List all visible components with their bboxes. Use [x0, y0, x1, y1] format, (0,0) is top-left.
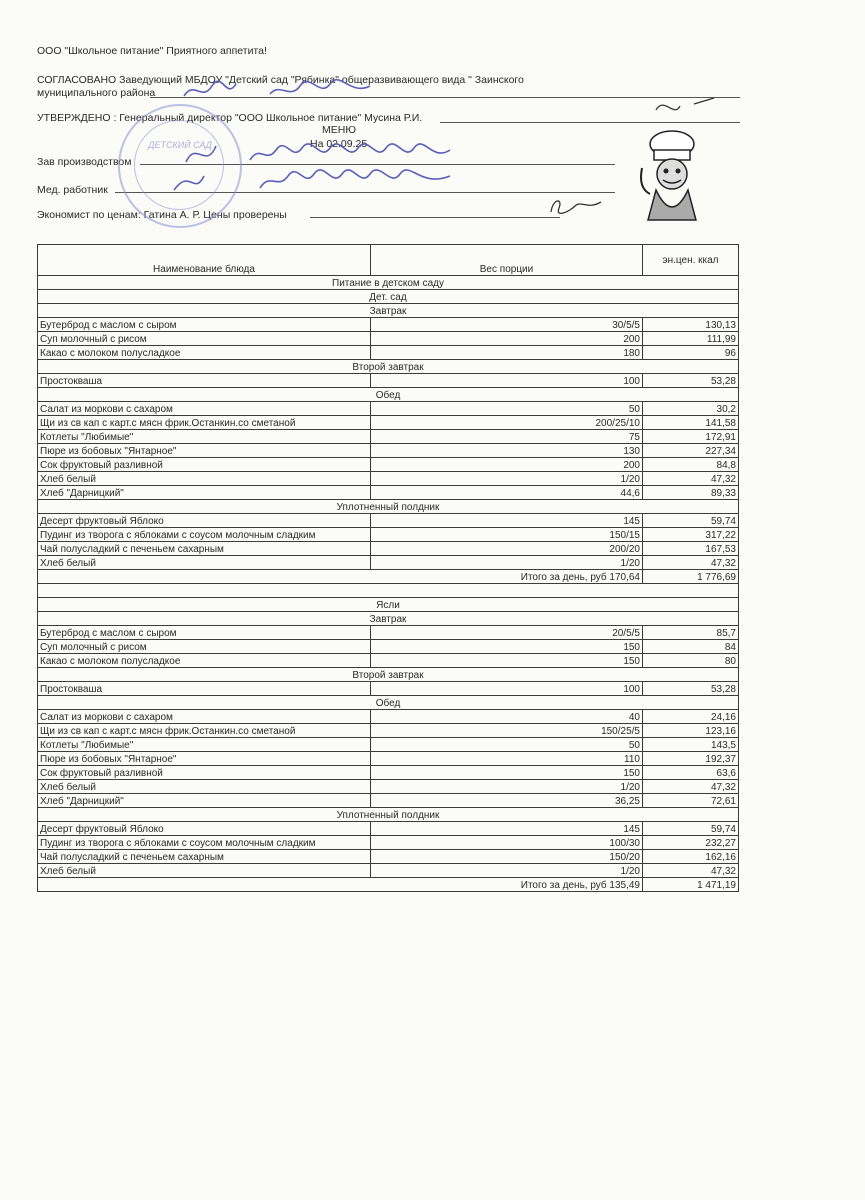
kcal-value: 59,74	[643, 514, 739, 528]
medical-signature	[170, 166, 470, 196]
kcal-value: 24,16	[643, 710, 739, 724]
kcal-value: 80	[643, 654, 739, 668]
economist-signature	[545, 196, 605, 218]
portion-weight: 40	[371, 710, 643, 724]
portion-weight: 200/20	[371, 542, 643, 556]
portion-weight: 75	[371, 430, 643, 444]
portion-weight: 100	[371, 374, 643, 388]
blank-row	[38, 584, 739, 598]
kcal-value: 96	[643, 346, 739, 360]
portion-weight: 44,6	[371, 486, 643, 500]
table-row	[38, 514, 739, 528]
section-row	[38, 276, 739, 290]
table-row	[38, 626, 739, 640]
table-row	[38, 640, 739, 654]
dish-name: Сок фруктовый разливной	[38, 458, 371, 472]
medical-worker-label: Мед. работник	[37, 184, 108, 196]
portion-weight: 150	[371, 766, 643, 780]
dish-name: Какао с молоком полусладкое	[38, 654, 371, 668]
agreed-line-2: муниципального района	[37, 87, 156, 99]
portion-weight: 1/20	[371, 780, 643, 794]
dish-name: Суп молочный с рисом	[38, 640, 371, 654]
kcal-value: 53,28	[643, 374, 739, 388]
dish-name: Простокваша	[38, 374, 371, 388]
dish-name: Десерт фруктовый Яблоко	[38, 822, 371, 836]
dish-name: Щи из св кап с карт.с мясн фрик.Останкин.со сметаной	[38, 416, 371, 430]
dish-name: Сок фруктовый разливной	[38, 766, 371, 780]
portion-weight: 100/30	[371, 836, 643, 850]
portion-weight: 145	[371, 514, 643, 528]
dish-name: Хлеб "Дарницкий"	[38, 486, 371, 500]
section-label: Второй завтрак	[38, 668, 739, 682]
kcal-value: 232,27	[643, 836, 739, 850]
kcal-value: 172,91	[643, 430, 739, 444]
agreed-signature	[180, 78, 380, 104]
dish-name: Щи из св кап с карт.с мясн фрик.Останкин.со сметаной	[38, 724, 371, 738]
section-label: Завтрак	[38, 304, 739, 318]
dish-name: Бутерброд с маслом с сыром	[38, 626, 371, 640]
dish-name: Хлеб белый	[38, 864, 371, 878]
section-label: Питание в детском саду	[38, 276, 739, 290]
portion-weight: 145	[371, 822, 643, 836]
table-row	[38, 850, 739, 864]
section-label: Завтрак	[38, 612, 739, 626]
dish-name: Хлеб белый	[38, 556, 371, 570]
section-row	[38, 668, 739, 682]
table-row	[38, 332, 739, 346]
kcal-value: 89,33	[643, 486, 739, 500]
table-row	[38, 752, 739, 766]
menu-title: МЕНЮ	[322, 124, 356, 136]
dish-name: Хлеб белый	[38, 780, 371, 794]
kcal-value: 192,37	[643, 752, 739, 766]
portion-weight: 1/20	[371, 556, 643, 570]
kcal-value: 47,32	[643, 864, 739, 878]
portion-weight: 200/25/10	[371, 416, 643, 430]
dish-name: Хлеб "Дарницкий"	[38, 794, 371, 808]
head-of-production-label: Зав производством	[37, 156, 132, 168]
table-row	[38, 682, 739, 696]
portion-weight: 100	[371, 682, 643, 696]
dish-name: Пудинг из творога с яблоками с соусом молочным сладким	[38, 528, 371, 542]
economist-signature-line	[310, 217, 560, 218]
total-label: Итого за день, руб 135,49	[38, 878, 643, 892]
table-row	[38, 836, 739, 850]
kcal-value: 317,22	[643, 528, 739, 542]
portion-weight: 200	[371, 332, 643, 346]
table-header-row	[38, 245, 739, 276]
table-row	[38, 822, 739, 836]
portion-weight: 130	[371, 444, 643, 458]
approved-line: УТВЕРЖДЕНО : Генеральный директор "ООО Школьное питание" Мусина Р.И.	[37, 112, 423, 124]
portion-weight: 110	[371, 752, 643, 766]
section-row	[38, 612, 739, 626]
dish-name: Чай полусладкий с печеньем сахарным	[38, 542, 371, 556]
kcal-value: 143,5	[643, 738, 739, 752]
kcal-value: 141,58	[643, 416, 739, 430]
dish-name: Чай полусладкий с печеньем сахарным	[38, 850, 371, 864]
blank-cell	[38, 584, 739, 598]
kcal-value: 47,32	[643, 472, 739, 486]
dish-name: Десерт фруктовый Яблоко	[38, 514, 371, 528]
director-signature	[650, 96, 720, 122]
portion-weight: 1/20	[371, 472, 643, 486]
section-label: Второй завтрак	[38, 360, 739, 374]
economist-line: Экономист по ценам: Гатина А. Р. Цены проверены	[37, 209, 287, 221]
portion-weight: 150	[371, 654, 643, 668]
menu-table	[37, 244, 739, 892]
dish-name: Простокваша	[38, 682, 371, 696]
table-row	[38, 444, 739, 458]
table-row	[38, 556, 739, 570]
table-row	[38, 654, 739, 668]
kcal-value: 30,2	[643, 402, 739, 416]
table-row	[38, 864, 739, 878]
table-row	[38, 318, 739, 332]
column-header-dish: Наименование блюда	[38, 245, 371, 276]
chef-logo-icon	[636, 128, 708, 224]
column-header-kcal: эн.цен. ккал	[643, 245, 739, 276]
table-row	[38, 766, 739, 780]
section-label: Уплотненный полдник	[38, 808, 739, 822]
section-row	[38, 360, 739, 374]
portion-weight: 150/20	[371, 850, 643, 864]
kcal-value: 111,99	[643, 332, 739, 346]
section-row	[38, 304, 739, 318]
kcal-value: 162,16	[643, 850, 739, 864]
section-row	[38, 808, 739, 822]
portion-weight: 150	[371, 640, 643, 654]
dish-name: Салат из моркови с сахаром	[38, 710, 371, 724]
table-row	[38, 794, 739, 808]
table-row	[38, 724, 739, 738]
section-label: Ясли	[38, 598, 739, 612]
dish-name: Котлеты "Любимые"	[38, 430, 371, 444]
section-label: Уплотненный полдник	[38, 500, 739, 514]
section-label: Обед	[38, 388, 739, 402]
approved-signature-line	[440, 122, 740, 123]
portion-weight: 150/25/5	[371, 724, 643, 738]
section-label: Дет. сад	[38, 290, 739, 304]
kcal-value: 72,61	[643, 794, 739, 808]
total-label: Итого за день, руб 170,64	[38, 570, 643, 584]
total-kcal: 1 776,69	[643, 570, 739, 584]
table-row	[38, 738, 739, 752]
table-row	[38, 458, 739, 472]
kcal-value: 227,34	[643, 444, 739, 458]
dish-name: Пюре из бобовых "Янтарное"	[38, 752, 371, 766]
portion-weight: 50	[371, 738, 643, 752]
dish-name: Суп молочный с рисом	[38, 332, 371, 346]
dish-name: Какао с молоком полусладкое	[38, 346, 371, 360]
dish-name: Бутерброд с маслом с сыром	[38, 318, 371, 332]
menu-date: На 02.09.25	[310, 138, 368, 150]
kcal-value: 47,32	[643, 556, 739, 570]
section-row	[38, 696, 739, 710]
portion-weight: 36,25	[371, 794, 643, 808]
portion-weight: 50	[371, 402, 643, 416]
section-label: Обед	[38, 696, 739, 710]
portion-weight: 200	[371, 458, 643, 472]
dish-name: Пудинг из творога с яблоками с соусом молочным сладким	[38, 836, 371, 850]
portion-weight: 150/15	[371, 528, 643, 542]
table-row	[38, 486, 739, 500]
agreed-line-1: СОГЛАСОВАНО Заведующий МБДОУ "Детский сад "Рябинка" общеразвивающего вида " Заинского	[37, 74, 524, 86]
company-line: ООО "Школьное питание" Приятного аппетита!	[37, 45, 267, 57]
dish-name: Пюре из бобовых "Янтарное"	[38, 444, 371, 458]
table-row	[38, 416, 739, 430]
dish-name: Котлеты "Любимые"	[38, 738, 371, 752]
kcal-value: 59,74	[643, 822, 739, 836]
kcal-value: 130,13	[643, 318, 739, 332]
kcal-value: 123,16	[643, 724, 739, 738]
section-row	[38, 290, 739, 304]
section-row	[38, 388, 739, 402]
table-row	[38, 710, 739, 724]
total-kcal: 1 471,19	[643, 878, 739, 892]
table-row	[38, 780, 739, 794]
kcal-value: 47,32	[643, 780, 739, 794]
table-row	[38, 528, 739, 542]
column-header-weight: Вес порции	[371, 245, 643, 276]
portion-weight: 30/5/5	[371, 318, 643, 332]
section-row	[38, 598, 739, 612]
portion-weight: 180	[371, 346, 643, 360]
total-row	[38, 570, 739, 584]
kcal-value: 167,53	[643, 542, 739, 556]
table-row	[38, 542, 739, 556]
dish-name: Салат из моркови с сахаром	[38, 402, 371, 416]
kcal-value: 85,7	[643, 626, 739, 640]
table-row	[38, 402, 739, 416]
kcal-value: 84	[643, 640, 739, 654]
portion-weight: 20/5/5	[371, 626, 643, 640]
kcal-value: 84,8	[643, 458, 739, 472]
dish-name: Хлеб белый	[38, 472, 371, 486]
table-row	[38, 430, 739, 444]
kcal-value: 53,28	[643, 682, 739, 696]
kcal-value: 63,6	[643, 766, 739, 780]
section-row	[38, 500, 739, 514]
stamp-text: ДЕТСКИЙ САД	[148, 140, 212, 150]
total-row	[38, 878, 739, 892]
table-row	[38, 374, 739, 388]
portion-weight: 1/20	[371, 864, 643, 878]
table-row	[38, 472, 739, 486]
table-row	[38, 346, 739, 360]
